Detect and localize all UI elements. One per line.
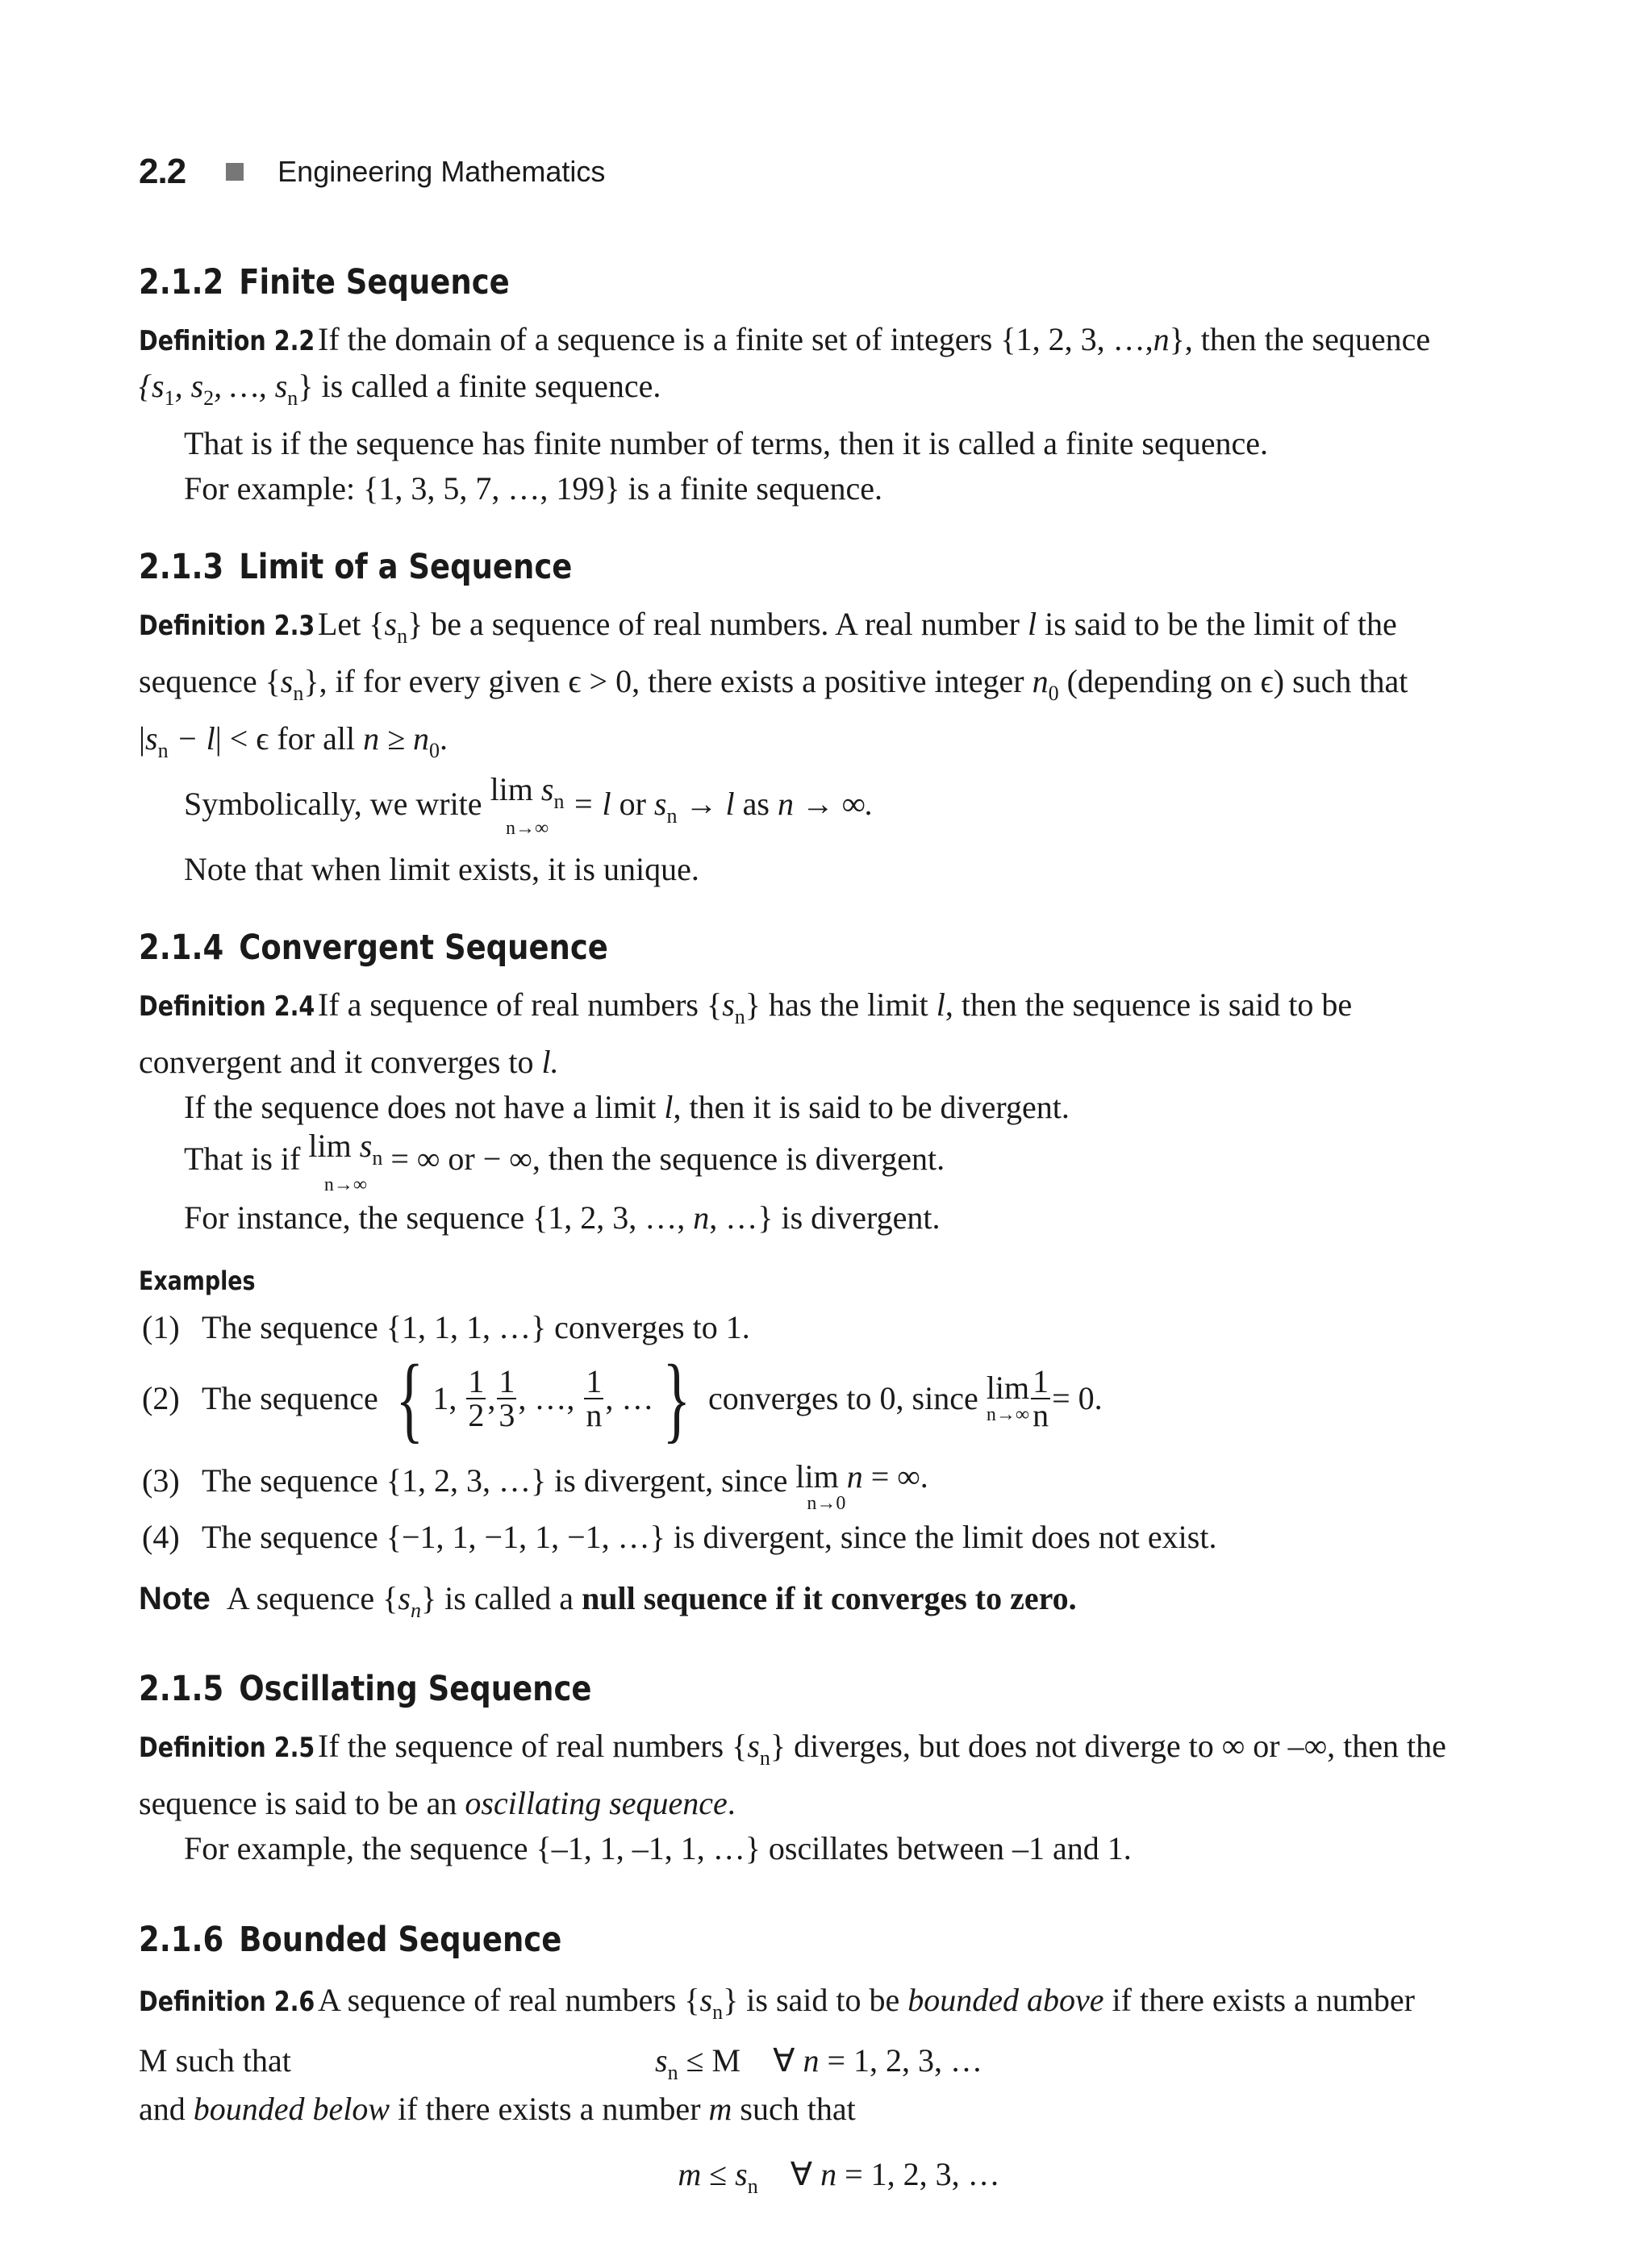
divergent-example: For instance, the sequence {1, 2, 3, …, n, …} is divergent.: [184, 1199, 941, 1236]
page-content: [139, 254, 1539, 2215]
bounded-above-condition: M such that $s_n \le M$ ∀ n = 1, 2, 3, …: [139, 2035, 1539, 2087]
page-number: 2.2: [139, 152, 186, 191]
definition-label: Definition 2.2: [139, 325, 315, 357]
limit-symbolic-notation: Symbolically, we write $\lim s_n$ n→∞ = l or $s_n \to l$ as n → ∞.: [184, 771, 874, 839]
epsilon-condition: $|s_n - l| < \epsilon$: [139, 720, 269, 762]
definition-2-6: Definition 2.6A sequence of real numbers $\{s_n\}$ is said to be bounded above if there exists a number: [139, 1978, 1539, 2035]
section-heading-limit-of-sequence: 2.1.3 Limit of a Sequence: [139, 547, 573, 587]
definition-label: Definition 2.4: [139, 990, 315, 1023]
limit-n-expression: lim n = ∞. n→0: [795, 1458, 928, 1514]
example-item: (1) The sequence {1, 1, 1, …} converges to 1.: [142, 1309, 750, 1345]
null-sequence-note: Note A sequence $\{s_n\}$ is called a null sequence if it converges to zero.: [139, 1580, 1077, 1622]
section-heading-convergent-sequence: 2.1.4 Convergent Sequence: [139, 928, 608, 968]
definition-2-3: Definition 2.3Let $\{s_n\}$ be a sequence of real numbers. A real number l is said to be the limit of the sequence $\{s_n\}$, if for every given ϵ > 0, there exists a positive integer $n_0$ (depending on ϵ) such that $|s_n - l| < \epsilon$ for all $n \ge n_0$.: [139, 602, 1539, 774]
example-item: (4) The sequence {−1, 1, −1, 1, −1, …} is divergent, since the limit does not exist.: [142, 1519, 1217, 1555]
example-item: (2) The sequence { 1, $\frac{1}{2}$ , $\frac{1}{3}$ , …, $\frac{1}{n}$ , … } converges to 0, since lim n→∞ $\frac{1}{n}$ = 0.: [142, 1345, 1103, 1452]
finite-set-expression: {$s_1$, $s_2$, …, $s_n$: [139, 368, 298, 410]
example-item: (3) The sequence {1, 2, 3, …} is divergent, since lim n = ∞. n→0: [142, 1458, 928, 1514]
examples-heading: Examples: [139, 1266, 256, 1296]
definition-label: Definition 2.6: [139, 1986, 315, 2018]
harmonic-sequence-expression: { 1, $\frac{1}{2}$ , $\frac{1}{3}$ , …, $\frac{1}{n}$ , … }: [395, 1345, 691, 1452]
definition-2-2: Definition 2.2If the domain of a sequence is a finite set of integers {1, 2, 3, …,n}, then the sequence {$s_1$, $s_2$, …, $s_n$} is called a finite sequence.: [139, 317, 1539, 421]
section-heading-bounded-sequence: 2.1.6 Bounded Sequence: [139, 1920, 562, 1960]
divergent-limit-condition: That is if $\lim s_n$ n→∞ = ∞ or − ∞, then the sequence is divergent.: [184, 1128, 945, 1195]
note-label: Note: [139, 1581, 211, 1616]
square-bullet-icon: [226, 163, 244, 181]
finite-sequence-example: For example: {1, 3, 5, 7, …, 199} is a finite sequence.: [184, 470, 882, 507]
oscillating-example: For example, the sequence {–1, 1, –1, 1, …} oscillates between –1 and 1.: [184, 1830, 1132, 1866]
definition-2-4: Definition 2.4If a sequence of real numbers $\{s_n\}$ has the limit l, then the sequence is said to be convergent and it converges to l.: [139, 982, 1539, 1085]
section-heading-finite-sequence: 2.1.2 Finite Sequence: [139, 262, 510, 302]
bounded-above-expression: $s_n \le M$ ∀ n = 1, 2, 3, …: [655, 2042, 983, 2084]
definition-label: Definition 2.5: [139, 1732, 315, 1764]
definition-2-5: Definition 2.5If the sequence of real numbers $\{s_n\}$ diverges, but does not diverge to ∞ or –∞, then the sequence is said to be an oscillating sequence.: [139, 1724, 1539, 1826]
limit-uniqueness-note: Note that when limit exists, it is unique.: [184, 851, 699, 887]
section-heading-oscillating-sequence: 2.1.5 Oscillating Sequence: [139, 1669, 592, 1709]
divergent-explanation: If the sequence does not have a limit l, then it is said to be divergent.: [184, 1089, 1070, 1125]
running-head: [139, 144, 605, 200]
finite-sequence-explanation: That is if the sequence has finite number of terms, then it is called a finite sequence.: [184, 425, 1268, 461]
definition-label: Definition 2.3: [139, 610, 315, 642]
limit-one-over-n: lim n→∞ $\frac{1}{n}$ = 0.: [986, 1363, 1103, 1433]
bounded-below-text: and bounded below if there exists a number m such that: [139, 2091, 856, 2127]
book-title: Engineering Mathematics: [277, 155, 606, 188]
bounded-below-expression: $m \le s_n$ ∀ n = 1, 2, 3, …: [678, 2156, 1000, 2198]
